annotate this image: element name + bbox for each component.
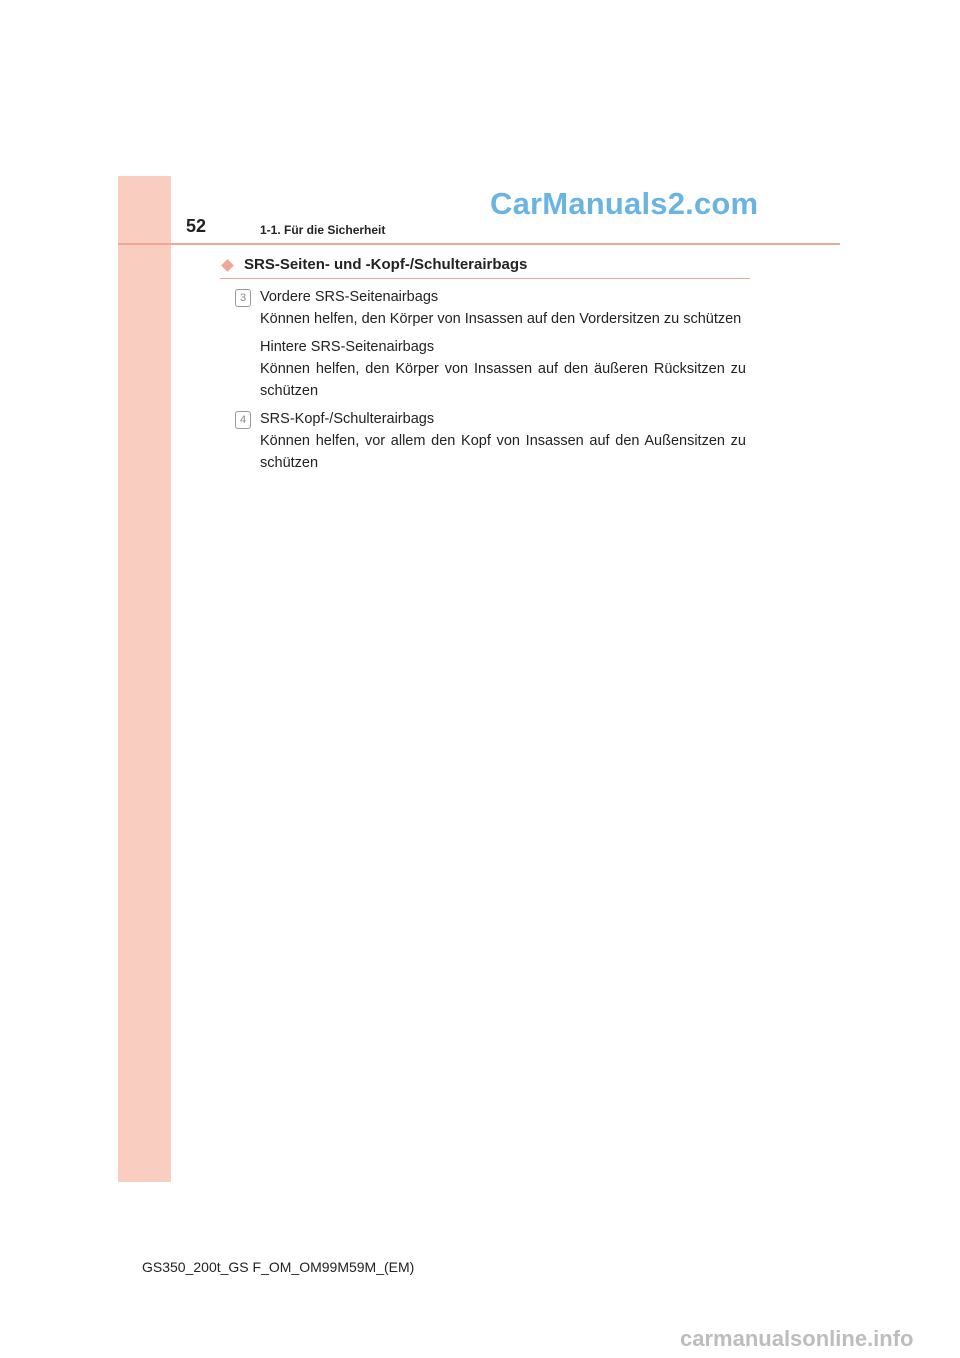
chapter-title: 1-1. Für die Sicherheit xyxy=(260,223,386,237)
document-code: GS350_200t_GS F_OM_OM99M59M_(EM) xyxy=(142,1259,415,1275)
header-rule xyxy=(118,243,840,245)
item-title: Vordere SRS-Seitenairbags xyxy=(260,289,439,305)
page-number: 52 xyxy=(186,216,207,236)
item-title: Hintere SRS-Seitenairbags xyxy=(260,339,435,355)
item-description: Können helfen, den Körper von Insassen auf den Vordersitzen zu schützen xyxy=(260,311,742,327)
section-heading xyxy=(220,255,750,275)
item-number-badge: 4 xyxy=(235,411,251,429)
section-title: SRS-Seiten- und -Kopf-/Schulterairbags xyxy=(244,256,528,273)
item-description: Können helfen, den Körper von Insassen auf den äußeren Rücksitzen zu schützen xyxy=(260,361,746,399)
list-item xyxy=(260,336,746,402)
site-watermark: carmanualsonline.info xyxy=(680,1326,914,1351)
side-band xyxy=(118,176,171,1182)
section-rule xyxy=(220,278,750,279)
item-description: Können helfen, vor allem den Kopf von Insassen auf den Außensitzen zu schützen xyxy=(260,433,746,471)
watermark-logo: CarManuals2.com xyxy=(490,186,759,221)
diamond-icon xyxy=(221,259,234,272)
item-number-badge: 3 xyxy=(235,289,251,307)
item-title: SRS-Kopf-/Schulterairbags xyxy=(260,411,435,427)
list-item xyxy=(260,286,746,330)
list-item xyxy=(260,408,746,474)
